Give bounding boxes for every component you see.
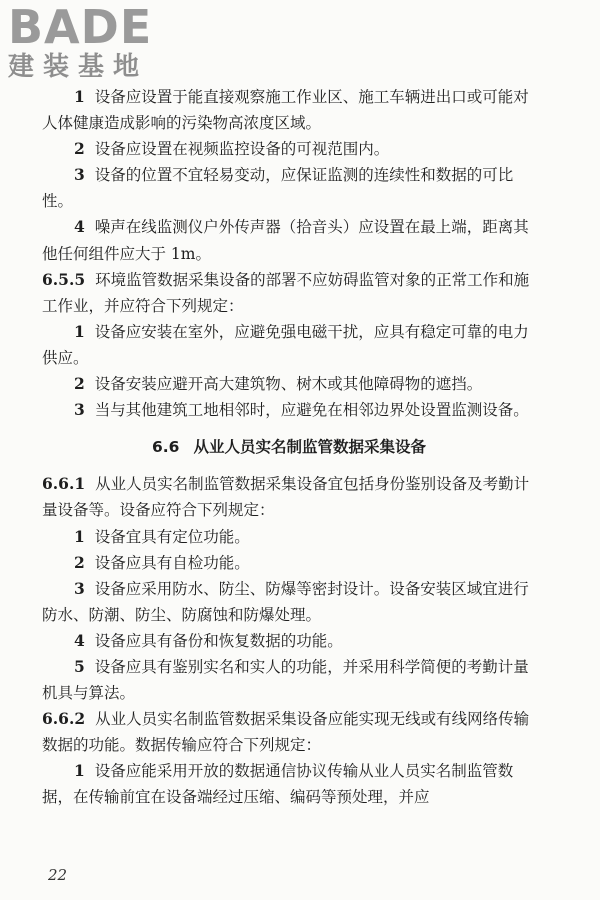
page-number: 22 <box>48 866 68 884</box>
section-heading <box>42 434 536 460</box>
item-number: 2 <box>74 552 85 572</box>
clause-paragraph <box>42 471 536 523</box>
paragraph-text: 设备应安装在室外，应避免强电磁干扰，应具有稳定可靠的电力供应。 <box>42 322 529 367</box>
paragraph-text: 当与其他建筑工地相邻时，应避免在相邻边界处设置监测设备。 <box>94 401 529 420</box>
clause-number: 6.5.5 <box>42 269 86 289</box>
item-number: 3 <box>74 400 85 420</box>
item-number: 3 <box>74 165 85 185</box>
watermark-cjk-text: 建装基地 <box>8 52 149 82</box>
item-number: 2 <box>74 139 85 159</box>
item-number: 1 <box>74 761 85 781</box>
list-item <box>42 162 536 214</box>
list-item <box>42 371 536 397</box>
list-item <box>42 758 536 810</box>
watermark-latin-text: BADE <box>8 0 153 54</box>
paragraph-text: 设备应具有自检功能。 <box>94 553 250 572</box>
paragraph-text: 设备宜具有定位功能。 <box>94 527 250 546</box>
list-item <box>42 654 536 706</box>
section-title: 从业人员实名制监管数据采集设备 <box>193 438 426 457</box>
bade-watermark-logo <box>8 0 178 86</box>
item-number: 4 <box>74 630 85 650</box>
item-number: 1 <box>74 526 85 546</box>
paragraph-text: 设备应设置于能直接观察施工作业区、施工车辆进出口或可能对人体健康造成影响的污染物高浓度区域。 <box>42 88 529 133</box>
list-item <box>42 319 536 371</box>
clause-number: 6.6.2 <box>42 709 86 729</box>
section-number: 6.6 <box>152 438 180 457</box>
paragraph-text: 设备的位置不宜轻易变动，应保证监测的连续性和数据的可比性。 <box>42 166 514 211</box>
list-item <box>42 397 536 423</box>
clause-paragraph <box>42 267 536 319</box>
paragraph-text: 设备应采用防水、防尘、防爆等密封设计。设备安装区域宜进行防水、防潮、防尘、防腐蚀和防爆处理。 <box>42 579 529 624</box>
item-number: 3 <box>74 578 85 598</box>
paragraph-text: 设备安装应避开高大建筑物、树木或其他障碍物的遮挡。 <box>94 375 483 394</box>
item-number: 1 <box>74 87 85 106</box>
paragraph-text: 环境监管数据采集设备的部署不应妨碍监管对象的正常工作和施工作业，并应符合下列规定： <box>42 270 530 315</box>
list-item <box>42 628 536 654</box>
item-number: 4 <box>74 217 85 237</box>
paragraph-text: 从业人员实名制监管数据采集设备宜包括身份鉴别设备及考勤计量设备等。设备应符合下列规定： <box>42 475 530 520</box>
clause-paragraph <box>42 706 536 758</box>
clause-number: 6.6.1 <box>42 474 86 494</box>
paragraph-text: 设备应具有备份和恢复数据的功能。 <box>94 631 343 650</box>
item-number: 1 <box>74 321 85 341</box>
paragraph-text: 噪声在线监测仪户外传声器（拾音头）应设置在最上端，距离其他任何组件应大于 1m。 <box>42 218 529 263</box>
list-item <box>42 550 536 576</box>
document-body <box>42 84 536 811</box>
list-item <box>42 576 536 628</box>
item-number: 2 <box>74 374 85 394</box>
paragraph-text: 设备应设置在视频监控设备的可视范围内。 <box>94 140 390 159</box>
list-item <box>42 84 536 136</box>
item-number: 5 <box>74 656 85 676</box>
paragraph-text: 从业人员实名制监管数据采集设备应能实现无线或有线网络传输数据的功能。数据传输应符合下列规定： <box>42 710 530 755</box>
list-item <box>42 136 536 162</box>
paragraph-text: 设备应能采用开放的数据通信协议传输从业人员实名制监管数据，在传输前宜在设备端经过压缩、编码等预处理，并应 <box>42 762 514 807</box>
paragraph-text: 设备应具有鉴别实名和实人的功能，并采用科学简便的考勤计量机具与算法。 <box>42 657 529 703</box>
list-item <box>42 214 536 266</box>
list-item <box>42 524 536 550</box>
